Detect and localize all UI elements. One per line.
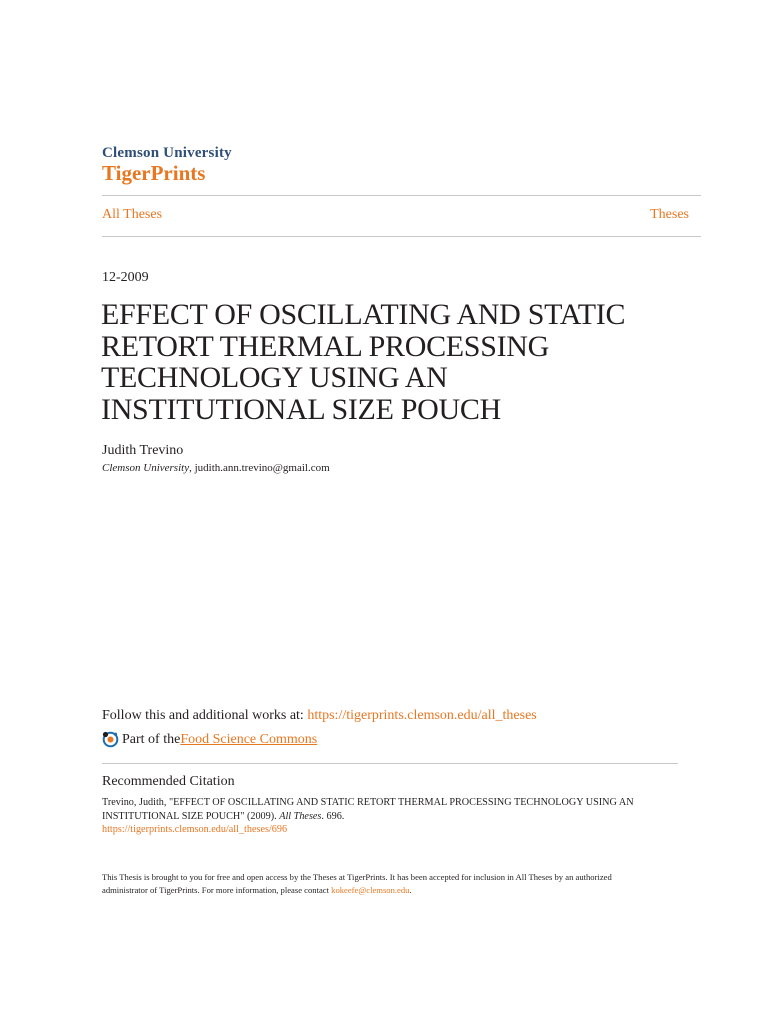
part-of-prefix: Part of the xyxy=(122,731,181,747)
access-line-2: administrator of TigerPrints. For more information, please contact kokeefe@clemson.edu. xyxy=(102,885,412,895)
all-theses-url-link[interactable]: https://tigerprints.clemson.edu/all_theses xyxy=(307,708,537,723)
university-name: Clemson University xyxy=(102,145,232,161)
title-line: EFFECT OF OSCILLATING AND STATIC xyxy=(101,298,626,331)
citation-line-1: Trevino, Judith, "EFFECT OF OSCILLATING AND STATIC RETORT THERMAL PROCESSING TECHNOLOGY USING AN xyxy=(102,797,634,808)
access-statement xyxy=(102,871,702,897)
citation-journal: All Theses xyxy=(279,810,322,822)
author-name: Judith Trevino xyxy=(102,443,184,458)
follow-prefix: Follow this and additional works at: xyxy=(102,708,308,723)
food-science-commons-link[interactable]: Food Science Commons xyxy=(180,731,318,747)
author-email: , judith.ann.trevino@gmail.com xyxy=(189,462,330,474)
title-line: RETORT THERMAL PROCESSING xyxy=(101,329,549,363)
all-theses-link[interactable]: All Theses xyxy=(102,207,163,222)
follow-line xyxy=(102,708,537,724)
network-icon xyxy=(102,731,119,748)
citation-divider xyxy=(102,763,678,764)
citation-text xyxy=(102,796,702,837)
header-divider-top xyxy=(102,195,701,196)
contact-email-link[interactable]: kokeefe@clemson.edu xyxy=(331,885,410,895)
repository-name: TigerPrints xyxy=(102,161,206,185)
citation-url-link[interactable]: https://tigerprints.clemson.edu/all_theses/696 xyxy=(102,824,288,835)
title-line: INSTITUTIONAL SIZE POUCH xyxy=(101,392,501,426)
document-title xyxy=(101,299,701,425)
citation-heading: Recommended Citation xyxy=(102,774,235,789)
author-affiliation: Clemson University xyxy=(102,462,190,474)
publication-date: 12-2009 xyxy=(102,270,149,285)
part-of-line xyxy=(102,731,317,748)
title-line: TECHNOLOGY USING AN xyxy=(101,361,448,394)
author-affiliation-line xyxy=(102,462,330,474)
citation-line-2: INSTITUTIONAL SIZE POUCH" (2009). All Theses. 696. xyxy=(102,810,345,822)
header-divider-bottom xyxy=(102,236,701,237)
access-line-1: This Thesis is brought to you for free and open access by the Theses at TigerPrints. It has been accepted for inclusion in All Theses by an authorized xyxy=(102,872,612,882)
theses-link[interactable]: Theses xyxy=(650,207,689,222)
